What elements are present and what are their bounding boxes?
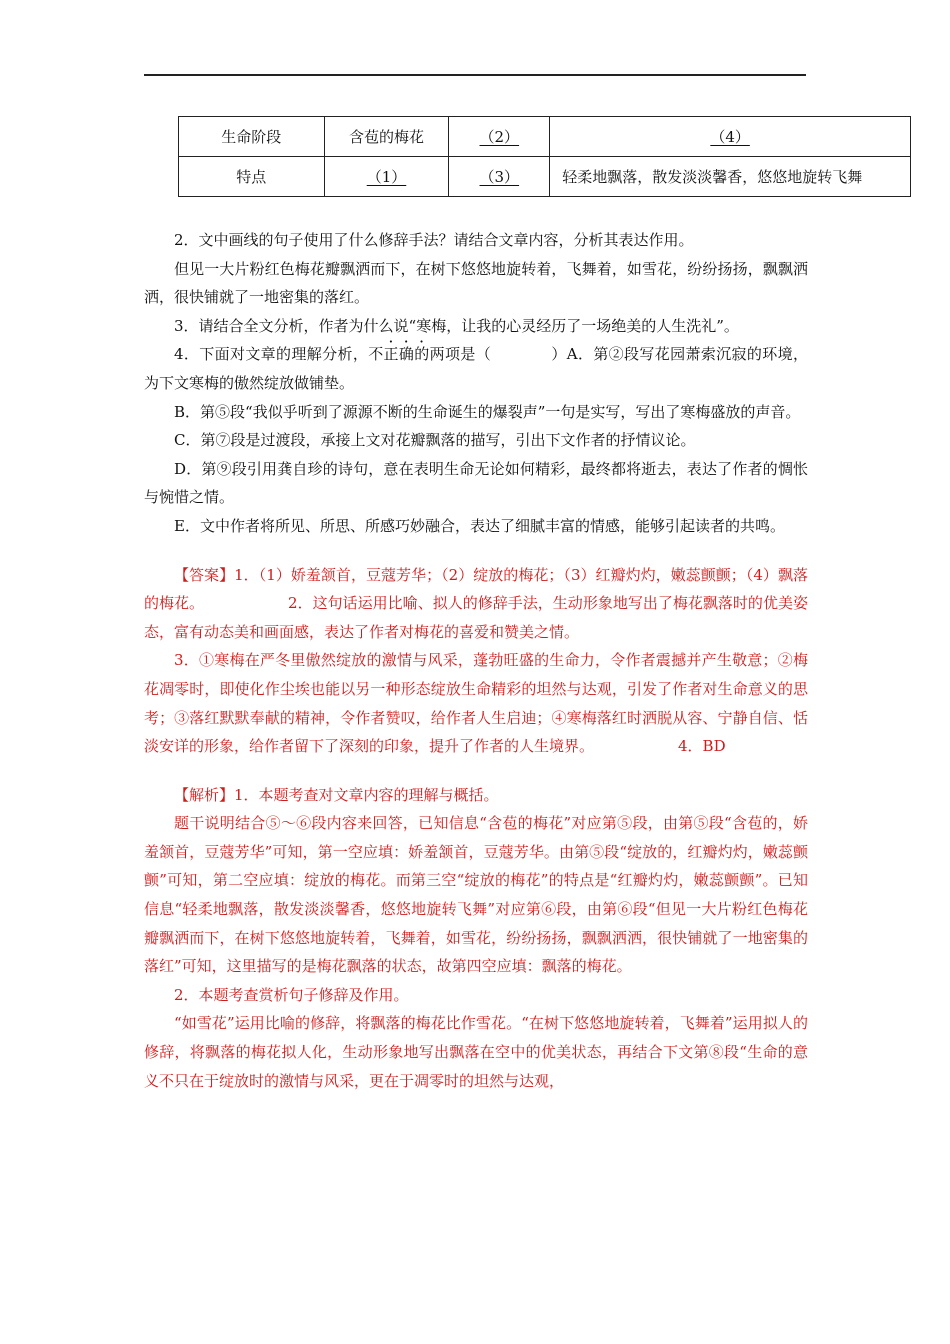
emphasis-char: 确 bbox=[398, 345, 415, 364]
table-cell-blank-2 bbox=[449, 117, 550, 157]
answer-1: 【答案】1．（1）娇羞颔首，豆蔻芳华；（2）绽放的梅花；（3）红瓣灼灼，嫩蕊颤颤；（4）飘落的梅花。 bbox=[144, 565, 808, 613]
spacer bbox=[144, 541, 808, 561]
table-cell-stage-label: 生命阶段 bbox=[179, 117, 325, 157]
analysis-2-title: 2．本题考查赏析句子修辞及作用。 bbox=[174, 985, 409, 1004]
table-cell-falling-feature: 轻柔地飘落，散发淡淡馨香，悠悠地旋转飞舞 bbox=[550, 157, 911, 197]
table-row bbox=[179, 157, 911, 197]
emphasis-char: 不 bbox=[368, 345, 384, 364]
blank-3: （3） bbox=[479, 168, 520, 186]
analysis-1-title: 【解析】1．本题考查对文章内容的理解与概括。 bbox=[174, 785, 499, 804]
answer-2: 2．这句话运用比喻、拟人的修辞手法，生动形象地写出了梅花飘落时的优美姿态，富有动态美和画面感，表达了作者对梅花的喜爱和赞美之情。 bbox=[144, 594, 808, 641]
answer-4: 4．BD bbox=[678, 737, 726, 756]
option-c: C．第⑦段是过渡段，承接上文对花瓣飘落的描写，引出下文作者的抒情议论。 bbox=[174, 431, 696, 450]
analysis-2-body: “如雪花”运用比喻的修辞，将飘落的梅花比作雪花。“在树下悠悠地旋转着，飞舞着”运用拟人的修辞，将飘落的梅花拟人化，生动形象地写出飘落在空中的优美状态，再结合下文第⑧段“生命的意义不只在于绽放时的激情与风采，更在于凋零时的坦然与达观， bbox=[144, 1014, 808, 1090]
blank-1: （1） bbox=[366, 168, 407, 186]
answer-3: 3．①寒梅在严冬里傲然绽放的激情与风采，蓬勃旺盛的生命力，令作者震撼并产生敬意；②梅花凋零时，即使化作尘埃也能以另一种形态绽放生命精彩的坦然与达观，引发了作者对生命意义的思考；③落红默默奉献的精神，令作者赞叹，给作者人生启迪；④寒梅落红时洒脱从容、宁静自信、恬淡安详的形象，给作者留下了深刻的印象，提升了作者的人生境界。 bbox=[144, 651, 808, 756]
question-4-prefix: 4．下面对文章的理解分析， bbox=[174, 345, 369, 364]
spacer bbox=[144, 761, 808, 781]
blank-4: （4） bbox=[710, 128, 750, 146]
question-2: 2．文中画线的句子使用了什么修辞手法？请结合文章内容，分析其表达作用。 bbox=[174, 231, 694, 249]
answer-block bbox=[144, 561, 808, 647]
table-cell-blank-4 bbox=[550, 117, 911, 157]
question-4-option-a: ）A．第②段写花园萧索沉寂的环境，为下文寒梅的傲然绽放做铺垫。 bbox=[144, 345, 808, 392]
header-rule bbox=[144, 74, 806, 76]
table-cell-blank-1 bbox=[324, 157, 449, 197]
question-2-quote: 但见一大片粉红色梅花瓣飘洒而下，在树下悠悠地旋转着，飞舞着，如雪花，纷纷扬扬，飘飘洒洒，很快铺就了一地密集的落红。 bbox=[144, 259, 808, 307]
table-cell-bud: 含苞的梅花 bbox=[324, 117, 449, 157]
document-body bbox=[144, 226, 808, 1095]
blank-2: （2） bbox=[479, 128, 520, 146]
life-stage-table bbox=[178, 116, 911, 197]
option-b: B．第⑤段“我似乎听到了源源不断的生命诞生的爆裂声”一句是实写，写出了寒梅盛放的声音。 bbox=[174, 402, 801, 421]
table-row bbox=[179, 117, 911, 157]
option-e: E．文中作者将所见、所思、所感巧妙融合，表达了细腻丰富的情感，能够引起读者的共鸣。 bbox=[174, 516, 785, 535]
question-4 bbox=[144, 340, 808, 397]
table-cell-feature-label: 特点 bbox=[179, 157, 325, 197]
question-4-mid: 的两项是（ bbox=[414, 345, 492, 364]
option-d: D．第⑨段引用龚自珍的诗句，意在表明生命无论如何精彩，最终都将逝去，表达了作者的惆怅与惋惜之情。 bbox=[144, 459, 808, 507]
table-cell-blank-3 bbox=[449, 157, 550, 197]
answer-3-block bbox=[144, 646, 808, 760]
analysis-1-body: 题干说明结合⑤～⑥段内容来回答，已知信息“含苞的梅花”对应第⑤段，由第⑤段“含苞的，娇羞颔首，豆蔻芳华”可知，第一空应填：娇羞颔首，豆蔻芳华。由第⑤段“绽放的，红瓣灼灼，嫩蕊颤颤”可知，第二空应填：绽放的梅花。而第三空“绽放的梅花”的特点是“红瓣灼灼，嫩蕊颤颤”。已知信息“轻柔地飘落，散发淡淡馨香，悠悠地旋转飞舞”对应第⑥段，由第⑥段“但见一大片粉红色梅花瓣飘洒而下，在树下悠悠地旋转着，飞舞着，如雪花，纷纷扬扬，飘飘洒洒，很快铺就了一地密集的落红”可知，这里描写的是梅花飘落的状态，故第四空应填：飘落的梅花。 bbox=[144, 814, 808, 976]
question-3: 3．请结合全文分析，作者为什么说“寒梅，让我的心灵经历了一场绝美的人生洗礼”。 bbox=[174, 316, 739, 335]
emphasis-char: 正 bbox=[383, 345, 399, 364]
